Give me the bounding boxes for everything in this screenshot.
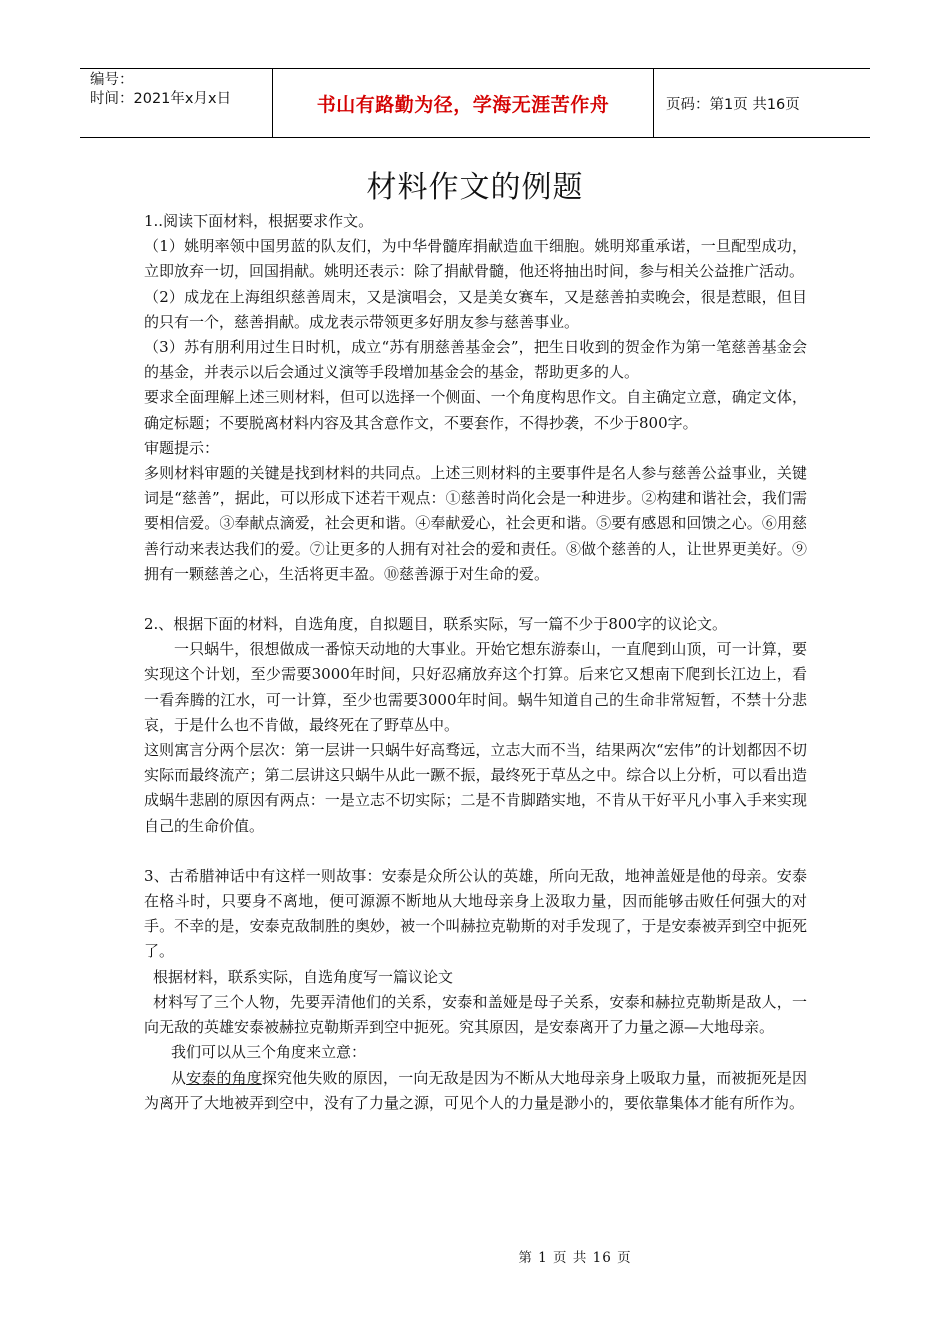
s3-story: 3、古希腊神话中有这样一则故事：安泰是众所公认的英雄，所向无敌，地神盖娅是他的母亲。安泰在格斗时，只要身不离地，便可源源不断地从大地母亲身上汲取力量，因而能够击败任何强大的对手。不幸的是，安泰克敌制胜的奥妙，被一个叫赫拉克勒斯的对手发现了，于是安泰被弄到空中扼死了。 <box>144 866 807 961</box>
header-time-label: 时间：2021年x月x日 <box>90 91 232 107</box>
s3-angle-1-rest: 探究他失败的原因，一向无敌是因为不断从大地母亲身上吸取力量，而被扼死是因为离开了大地被弄到空中，没有了力量之源，可见个人的力量是渺小的，要依靠集体才能有所作为。 <box>144 1068 807 1112</box>
s3-analysis: 材料写了三个人物，先要弄清他们的关系，安泰和盖娅是母子关系，安泰和赫拉克勒斯是敌人，一向无敌的英雄安泰被赫拉克勒斯弄到空中扼死。究其原因，是安泰离开了力量之源—大地母亲。 <box>144 992 807 1037</box>
document-body <box>144 209 807 1116</box>
header-number-label: 编号： <box>90 72 134 88</box>
s1-hint: 多则材料审题的关键是找到材料的共同点。上述三则材料的主要事件是名人参与慈善公益事业，关键词是“慈善”，据此，可以形成下述若干观点：①慈善时尚化会是一种进步。②构建和谐社会，我们需要相信爱。③奉献点滴爱，社会更和谐。④奉献爱心，社会更和谐。⑤要有感恩和回馈之心。⑥用慈善行动来表达我们的爱。⑦让更多的人拥有对社会的爱和责任。⑧做个慈善的人，让世界更美好。⑨拥有一颗慈善之心，生活将更丰盈。⑩慈善源于对生命的爱。 <box>144 464 807 583</box>
spacer <box>144 587 807 612</box>
spacer <box>144 839 807 864</box>
s1-material-2: （2）成龙在上海组织慈善周末，又是演唱会，又是美女赛车，又是慈善拍卖晚会，很是惹眼，但目的只有一个，慈善捐献。成龙表示带领更多好朋友参与慈善事业。 <box>144 287 807 331</box>
s1-intro: 1..阅读下面材料，根据要求作文。 <box>144 212 374 230</box>
s1-material-1: （1）姚明率领中国男蓝的队友们，为中华骨髓库捐献造血干细胞。姚明郑重承诺，一旦配型成功，立即放弃一切，回国捐献。姚明还表示：除了捐献骨髓，他还将抽出时间，参与相关公益推广活动。 <box>144 237 807 281</box>
page-footer: 第 1 页 共 16 页 <box>518 1250 632 1266</box>
s1-material-3: （3）苏有朋利用过生日时机，成立“苏有朋慈善基金会”，把生日收到的贺金作为第一笔慈善基金会的基金，并表示以后会通过义演等手段增加基金会的基金，帮助更多的人。 <box>144 338 807 382</box>
page-header <box>80 68 870 138</box>
s3-requirement: 根据材料，联系实际，自选角度写一篇议论文 <box>153 967 454 986</box>
s3-angle-1 <box>144 1066 807 1116</box>
s3-angle-1-pre: 从 <box>171 1068 187 1087</box>
s2-story: 一只蜗牛，很想做成一番惊天动地的大事业。开始它想东游泰山，一直爬到山顶，可一计算，要实现这个计划，至少需要3000年时间，只好忍痛放弃这个打算。后来它又想南下爬到长江边上，看一看奔腾的江水，可一计算，至少也需要3000年时间。蜗牛知道自己的生命非常短暂，不禁十分悲哀，于是什么也不肯做，最终死在了野草丛中。 <box>144 640 807 734</box>
s3-angles: 我们可以从三个角度来立意： <box>171 1043 367 1062</box>
s1-requirement: 要求全面理解上述三则材料，但可以选择一个侧面、一个角度构思作文。自主确定立意，确定文体，确定标题；不要脱离材料内容及其含意作文，不要套作，不得抄袭，不少于800字。 <box>144 388 807 432</box>
header-motto: 书山有路勤为径，学海无涯苦作舟 <box>273 69 654 137</box>
s2-analysis: 这则寓言分两个层次：第一层讲一只蜗牛好高骛远，立志大而不当，结果两次“宏伟”的计划都因不切实际而最终流产；第二层讲这只蜗牛从此一蹶不振，最终死于草丛之中。综合以上分析，可以看出造成蜗牛悲剧的原因有两点：一是立志不切实际；二是不肯脚踏实地，不肯从干好平凡小事入手来实现自己的生命价值。 <box>144 741 807 835</box>
s2-intro: 2.、根据下面的材料，自选角度，自拟题目，联系实际，写一篇不少于800字的议论文。 <box>144 615 727 634</box>
s1-hint-label: 审题提示： <box>144 438 220 457</box>
s3-angle-1-underlined: 安泰的角度 <box>186 1068 262 1087</box>
header-page-info: 页码：第1页 共16页 <box>666 96 800 113</box>
header-meta <box>80 69 273 137</box>
document-title: 材料作文的例题 <box>366 170 584 205</box>
